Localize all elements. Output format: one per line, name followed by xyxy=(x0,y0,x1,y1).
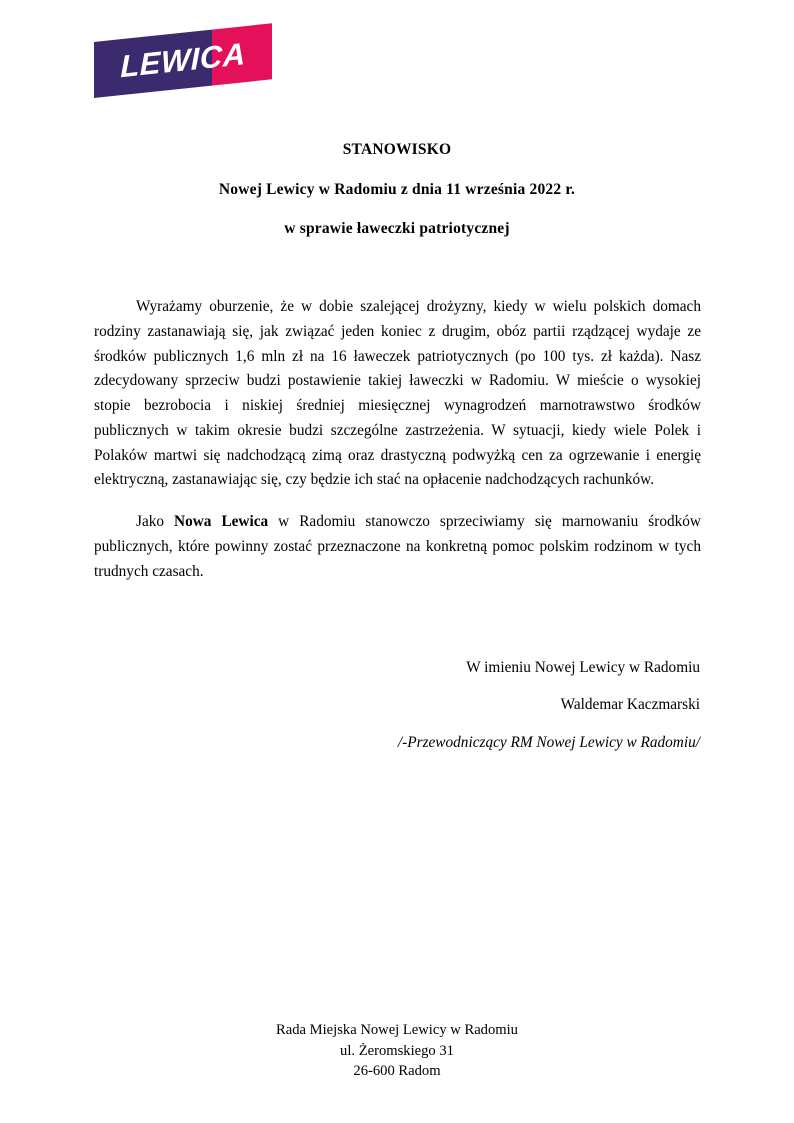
signature-name: Waldemar Kaczmarski xyxy=(560,696,700,714)
signature-block xyxy=(300,660,700,750)
paragraph-2-rest: w Radomiu stanowczo sprzeciwiamy się marnowaniu środków publicznych, które powinny zostać przeznaczone na konkretną pomoc polskim rodzinom w tych trudnych czasach. xyxy=(94,513,701,580)
body-paragraph-1: Wyrażamy oburzenie, że w dobie szalejącej drożyzny, kiedy w wielu polskich domach rodziny zastanawiają się, jak związać jeden koniec z drugim, obóz partii rządzącej wydaje ze środków publicznych 1,6 mln zł na 16 ławeczek patriotycznych (po 100 tys. zł każda). Nasz zdecydowany sprzeciw budzi postawienie takiej ławeczki w Radomiu. W mieście o wysokiej stopie bezrobocia i niskiej średniej miesięcznej wynagrodzeń marnotrawstwo środków publicznych w takim okresie budzi szczególne zastrzeżenia. W sytuacji, kiedy wiele Polek i Polaków martwi się nadchodzącą zimą oraz drastyczną podwyżką cen za ogrzewanie i energię elektryczną, zastanawiając się, czy będzie ich stać na opłacenie nadchodzących rachunków. xyxy=(94,298,701,489)
logo-text: LEWICA xyxy=(120,36,246,85)
signature-title: /-Przewodniczący RM Nowej Lewicy w Radomiu/ xyxy=(397,733,700,751)
paragraph-2-emphasis: Nowa Lewica xyxy=(174,513,269,531)
logo-shape xyxy=(94,23,272,98)
paragraph-2-lead: Jako xyxy=(136,513,175,531)
heading-line-title: STANOWISKO xyxy=(342,141,452,158)
lewica-logo xyxy=(94,36,274,104)
signature-on-behalf: W imieniu Nowej Lewicy w Radomiu xyxy=(466,659,700,676)
document-body xyxy=(94,295,701,584)
heading-line-topic: w sprawie ławeczki patriotycznej xyxy=(284,220,510,237)
footer-organization: Rada Miejska Nowej Lewicy w Radomiu xyxy=(276,1022,518,1038)
body-paragraph-2 xyxy=(94,510,701,584)
document-footer xyxy=(0,1020,794,1082)
footer-city: 26-600 Radom xyxy=(353,1063,441,1080)
document-heading xyxy=(94,142,700,237)
footer-street: ul. Żeromskiego 31 xyxy=(340,1042,454,1059)
heading-line-subject: Nowej Lewicy w Radomiu z dnia 11 września 2022 r. xyxy=(218,180,576,198)
